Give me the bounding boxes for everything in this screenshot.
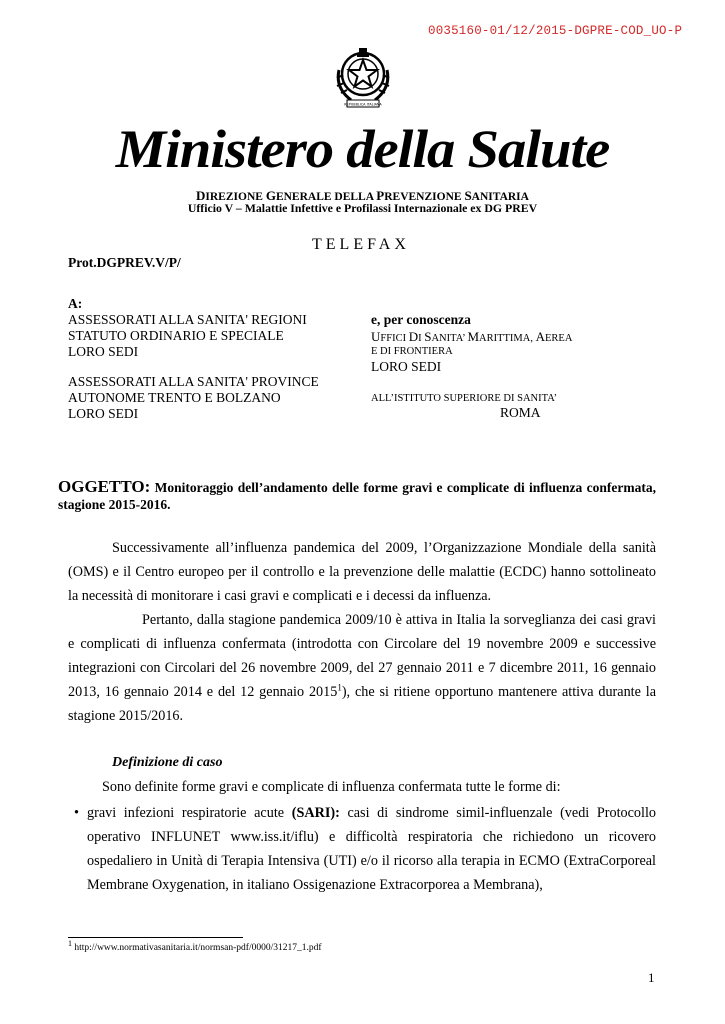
recipient-group-regions (68, 312, 307, 360)
cc-label: e, per conoscenza (371, 312, 471, 327)
protocol-reference: Prot.DGPREV.V/P/ (68, 255, 181, 270)
ministry-title: Ministero della Salute (115, 119, 610, 179)
svg-text:REPUBBLICA ITALIANA: REPUBBLICA ITALIANA (344, 102, 382, 107)
paragraph-2: Pertanto, dalla stagione pandemica 2009/10 è attiva in Italia la sorveglianza dei casi gravi e complicati di influenza confermata (introdotta con Circolare del 19 novembre 2009 e successive integrazioni con Circolari del 26 novembre 2009, del 27 gennaio 2011 e 7 dicembre 2011, 16 gennaio 2013, 16 gennaio 2014 e del 12 gennaio 2015$^1$), che si ritiene opportuno mantenere attiva durante la stagione 2015/2016. (68, 612, 657, 724)
page-number: 1 (648, 970, 655, 985)
section-title: Definizione di caso (112, 755, 223, 770)
cc-iss: ALL’ISTITUTO SUPERIORE DI SANITA’ (371, 393, 558, 404)
footnote: $^1$ http://www.normativasanitaria.it/normsan-pdf/0000/31217_1.pdf (68, 938, 322, 953)
recipient-group-provinces (68, 374, 319, 422)
cc-loro-sedi: LORO SEDI (371, 359, 442, 374)
subject-text: Monitoraggio dell’andamento delle forme gravi e complicate di influenza confermata, stagione 2015-2016. (58, 480, 656, 512)
recipient-line: AUTONOME TRENTO E BOLZANO (68, 390, 281, 405)
direction-title: DIREZIONE GENERALE DELLA PREVENZIONE SANITARIA (196, 188, 529, 203)
definition-intro: Sono definite forme gravi e complicate di influenza confermata tutte le forme di: (102, 779, 561, 795)
recipient-line: LORO SEDI (68, 344, 139, 359)
recipient-line: ASSESSORATI ALLA SANITA' PROVINCE (68, 374, 319, 389)
footnote-ref: 1 (337, 682, 342, 693)
recipient-line: LORO SEDI (68, 406, 139, 421)
recipients-label: A: (68, 296, 83, 311)
protocol-stamp: 0035160-01/12/2015-DGPRE-COD_UO-P (428, 24, 683, 38)
cc-roma: ROMA (500, 405, 541, 420)
subject-label: OGGETTO: (58, 477, 151, 496)
cc-frontier: E DI FRONTIERA (371, 346, 453, 357)
cc-maritime-offices: UFFICI DI SANITA’ MARITTIMA, AEREA (371, 329, 573, 344)
italian-republic-emblem-icon (331, 40, 395, 112)
recipient-line: ASSESSORATI ALLA SANITA' REGIONI (68, 312, 307, 327)
telefax-heading: TELEFAX (312, 236, 410, 253)
recipient-line: STATUTO ORDINARIO E SPECIALE (68, 328, 284, 343)
footnote-separator (68, 937, 243, 938)
subject (58, 478, 656, 513)
office-name: Ufficio V – Malattie Infettive e Profilassi Internazionale ex DG PREV (187, 201, 538, 215)
bullet-icon: • (74, 805, 79, 821)
paragraph-1: Successivamente all’influenza pandemica del 2009, l’Organizzazione Mondiale della sanità (OMS) e il Centro europeo per il controllo e la prevenzione delle malattie (ECDC) hanno sottolineato la necessità di monitorare i casi gravi e complicati e i decessi da influenza. (68, 540, 656, 604)
bullet-sari: • gravi infezioni respiratorie acute (SARI): casi di sindrome simil-influenzale (vedi Protocollo operativo INFLUNET www.iss.it/iflu) e difficoltà respiratoria che richiedono un ricovero ospedaliero in Unità di Terapia Intensiva (UTI) e/o il ricorso alla terapia in ECMO (ExtraCorporeal Membrane Oxygenation, in italiano Ossigenazione Extracorporea a Membrana), (87, 801, 656, 897)
